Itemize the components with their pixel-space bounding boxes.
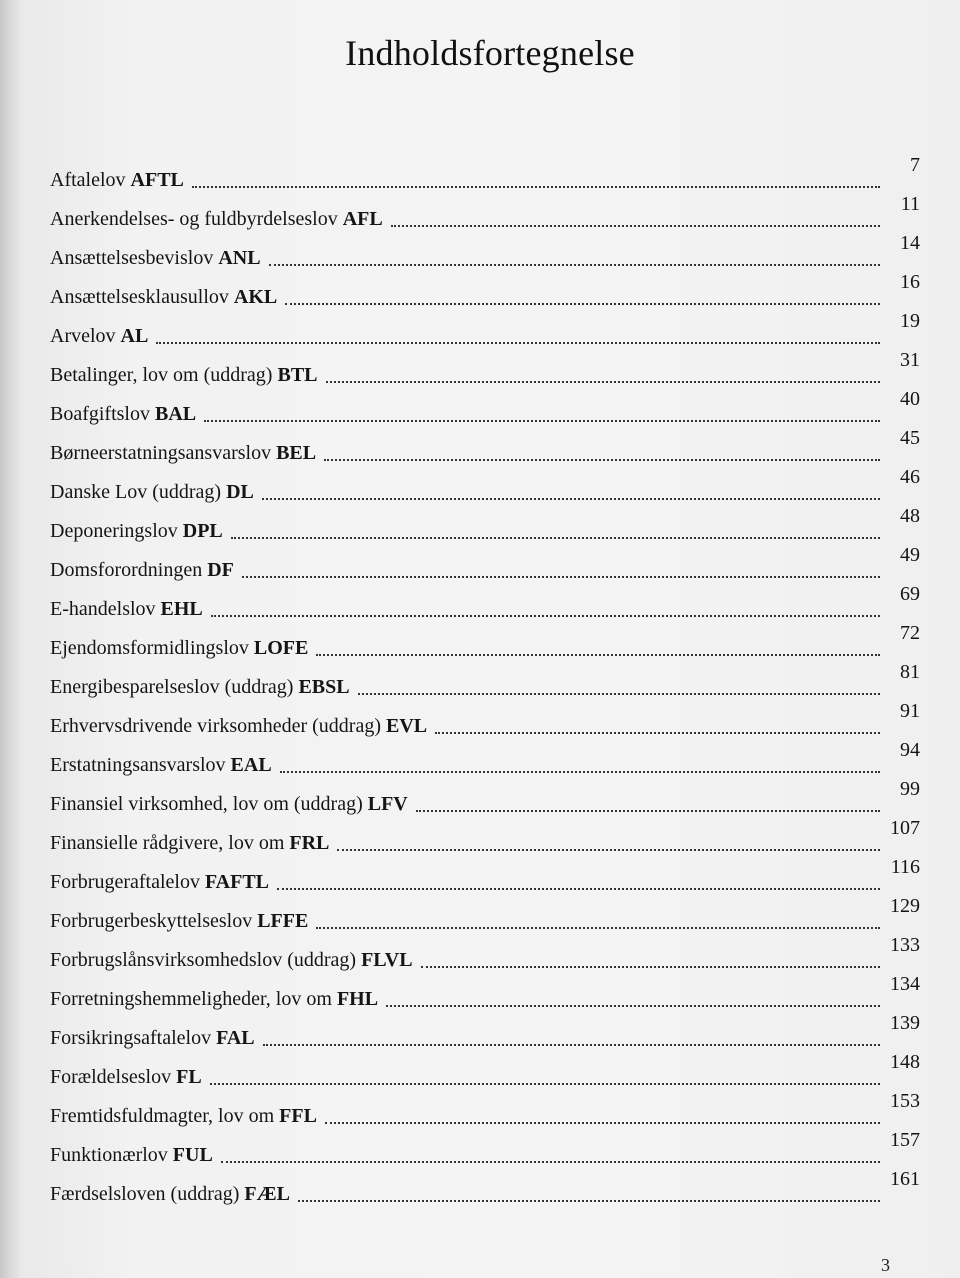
toc-entry-label bbox=[50, 169, 184, 199]
toc-entry bbox=[50, 739, 920, 784]
toc-entry bbox=[50, 349, 920, 394]
toc-entry bbox=[50, 583, 920, 628]
dot-leader bbox=[280, 771, 880, 773]
toc-entry-title: Forbrugeraftalelov bbox=[50, 871, 200, 893]
toc-entry-title: E-handelslov bbox=[50, 598, 156, 620]
toc-entry bbox=[50, 1012, 920, 1057]
toc-entry-abbreviation: FLVL bbox=[361, 949, 413, 971]
toc-entry-label bbox=[50, 988, 378, 1018]
toc-entry-title: Danske Lov (uddrag) bbox=[50, 481, 222, 503]
dot-leader bbox=[262, 498, 880, 500]
toc-entry-title: Børneerstatningsansvarslov bbox=[50, 442, 272, 464]
page-number: 3 bbox=[881, 1255, 890, 1275]
toc-entry-abbreviation: LFFE bbox=[257, 910, 309, 932]
toc-entry-page: 31 bbox=[900, 349, 920, 371]
toc-entry-page: 46 bbox=[900, 466, 920, 488]
toc-entry-page: 133 bbox=[890, 934, 920, 956]
toc-entry-label bbox=[50, 520, 223, 550]
dot-leader bbox=[391, 225, 880, 227]
toc-entry-title: Fremtidsfuldmagter, lov om bbox=[50, 1105, 275, 1127]
toc-entry-abbreviation: EAL bbox=[230, 754, 272, 776]
toc-entry-label bbox=[50, 1183, 290, 1213]
toc-entry-label bbox=[50, 247, 261, 277]
toc-entry-label bbox=[50, 910, 308, 940]
toc-entry-page: 11 bbox=[900, 193, 920, 215]
dot-leader bbox=[269, 264, 880, 266]
toc-entry-abbreviation: BTL bbox=[277, 364, 318, 386]
toc-entry-title: Forretningshemmeligheder, lov om bbox=[50, 988, 332, 1010]
toc-entry-label bbox=[50, 754, 272, 784]
toc-entry-title: Forsikringsaftalelov bbox=[50, 1027, 212, 1049]
toc-entry-title: Erstatningsansvarslov bbox=[50, 754, 226, 776]
toc-entry-title: Betalinger, lov om (uddrag) bbox=[50, 364, 273, 386]
toc-entry-label bbox=[50, 715, 427, 745]
toc-entry bbox=[50, 622, 920, 667]
toc-entry-page: 99 bbox=[900, 778, 920, 800]
dot-leader bbox=[242, 576, 880, 578]
toc-entry bbox=[50, 934, 920, 979]
dot-leader bbox=[435, 732, 880, 734]
toc-entry-page: 40 bbox=[900, 388, 920, 410]
toc-entry-page: 14 bbox=[900, 232, 920, 254]
toc-entry bbox=[50, 193, 920, 238]
toc-entry-abbreviation: LOFE bbox=[253, 637, 309, 659]
toc-entry-abbreviation: EVL bbox=[386, 715, 428, 737]
toc-entry-page: 134 bbox=[890, 973, 920, 995]
dot-leader bbox=[324, 459, 880, 461]
dot-leader bbox=[192, 186, 880, 188]
toc-entry-abbreviation: AL bbox=[120, 325, 149, 347]
toc-entry bbox=[50, 310, 920, 355]
toc-entry-title: Aftalelov bbox=[50, 169, 126, 191]
dot-leader bbox=[156, 342, 880, 344]
toc-entry-page: 16 bbox=[900, 271, 920, 293]
toc-entry-page: 157 bbox=[890, 1129, 920, 1151]
toc-entry-label bbox=[50, 1027, 255, 1057]
toc-entry-label bbox=[50, 286, 277, 316]
toc-entry-page: 129 bbox=[890, 895, 920, 917]
dot-leader bbox=[277, 888, 880, 890]
toc-entry-title: Forbrugerbeskyttelseslov bbox=[50, 910, 253, 932]
toc-entry-label bbox=[50, 208, 383, 238]
toc-entry-label bbox=[50, 637, 308, 667]
toc-entry-title: Ansættelsesklausullov bbox=[50, 286, 229, 308]
toc-entry-label bbox=[50, 949, 413, 979]
toc-entry-title: Boafgiftslov bbox=[50, 403, 150, 425]
toc-entry-abbreviation: ANL bbox=[218, 247, 261, 269]
toc-entry-abbreviation: DL bbox=[226, 481, 254, 503]
toc-entry bbox=[50, 232, 920, 277]
toc-entry-page: 116 bbox=[890, 856, 920, 878]
toc-entry-title: Domsforordningen bbox=[50, 559, 203, 581]
toc-entry-page: 94 bbox=[900, 739, 920, 761]
toc-entry bbox=[50, 1129, 920, 1174]
toc-entry-abbreviation: AKL bbox=[233, 286, 278, 308]
toc-entry-abbreviation: FAFTL bbox=[204, 871, 270, 893]
dot-leader bbox=[263, 1044, 880, 1046]
toc-entry-title: Energibesparelseslov (uddrag) bbox=[50, 676, 294, 698]
toc-entry-page: 7 bbox=[910, 154, 920, 176]
toc-entry-abbreviation: BAL bbox=[155, 403, 197, 425]
toc-entry-title: Finansielle rådgivere, lov om bbox=[50, 832, 285, 854]
page-edge bbox=[0, 0, 20, 1278]
toc-entry-title: Ejendomsformidlingslov bbox=[50, 637, 249, 659]
toc-entry bbox=[50, 817, 920, 862]
toc-entry-title: Færdselsloven (uddrag) bbox=[50, 1183, 240, 1205]
toc-entry bbox=[50, 544, 920, 589]
toc-entry-page: 49 bbox=[900, 544, 920, 566]
toc-entry-abbreviation: AFL bbox=[342, 208, 383, 230]
toc-entry-abbreviation: BEL bbox=[276, 442, 317, 464]
toc-entry-abbreviation: DF bbox=[207, 559, 234, 581]
toc-entry-page: 72 bbox=[900, 622, 920, 644]
toc-entry-page: 91 bbox=[900, 700, 920, 722]
toc-entry-title: Erhvervsdrivende virksomheder (uddrag) bbox=[50, 715, 381, 737]
toc-entry-abbreviation: AFTL bbox=[130, 169, 184, 191]
dot-leader bbox=[231, 537, 880, 539]
toc-entry-abbreviation: LFV bbox=[367, 793, 408, 815]
toc-entry bbox=[50, 505, 920, 550]
toc-entry-abbreviation: FAL bbox=[216, 1027, 255, 1049]
toc-entry-page: 148 bbox=[890, 1051, 920, 1073]
toc-entry-label bbox=[50, 598, 203, 628]
toc-entry-abbreviation: EHL bbox=[160, 598, 203, 620]
dot-leader bbox=[416, 810, 880, 812]
dot-leader bbox=[358, 693, 880, 695]
dot-leader bbox=[211, 615, 880, 617]
toc-entry bbox=[50, 856, 920, 901]
toc-entry-page: 19 bbox=[900, 310, 920, 332]
dot-leader bbox=[326, 381, 880, 383]
toc-entry-label bbox=[50, 403, 196, 433]
toc-entry-abbreviation: FL bbox=[176, 1066, 202, 1088]
toc-entry bbox=[50, 1168, 920, 1213]
toc-entry bbox=[50, 271, 920, 316]
toc-entry-title: Ansættelsesbevislov bbox=[50, 247, 214, 269]
toc-entry bbox=[50, 661, 920, 706]
page-heading: Indholdsfortegnelse bbox=[345, 33, 635, 73]
toc-entry-label bbox=[50, 1066, 202, 1096]
table-of-contents bbox=[50, 154, 920, 1213]
toc-entry-abbreviation: FHL bbox=[336, 988, 379, 1010]
toc-entry-abbreviation: FUL bbox=[172, 1144, 213, 1166]
toc-entry bbox=[50, 1090, 920, 1135]
dot-leader bbox=[337, 849, 880, 851]
toc-entry-title: Forbrugslånsvirksomhedslov (uddrag) bbox=[50, 949, 357, 971]
toc-entry-label bbox=[50, 325, 148, 355]
dot-leader bbox=[204, 420, 880, 422]
toc-entry-page: 161 bbox=[890, 1168, 920, 1190]
toc-entry-page: 45 bbox=[900, 427, 920, 449]
toc-entry-page: 48 bbox=[900, 505, 920, 527]
dot-leader bbox=[221, 1161, 880, 1163]
book-page bbox=[20, 0, 960, 1278]
toc-entry-title: Funktionærlov bbox=[50, 1144, 168, 1166]
toc-entry-abbreviation: FRL bbox=[289, 832, 330, 854]
toc-entry bbox=[50, 466, 920, 511]
toc-entry bbox=[50, 1051, 920, 1096]
toc-entry-label bbox=[50, 676, 350, 706]
dot-leader bbox=[298, 1200, 880, 1202]
toc-entry-page: 107 bbox=[890, 817, 920, 839]
toc-entry-label bbox=[50, 1144, 213, 1174]
toc-entry-title: Deponeringslov bbox=[50, 520, 178, 542]
toc-entry-label bbox=[50, 832, 329, 862]
toc-entry-page: 153 bbox=[890, 1090, 920, 1112]
toc-entry-page: 81 bbox=[900, 661, 920, 683]
toc-entry bbox=[50, 427, 920, 472]
toc-entry-label bbox=[50, 871, 269, 901]
toc-entry-title: Arvelov bbox=[50, 325, 116, 347]
toc-entry bbox=[50, 388, 920, 433]
dot-leader bbox=[386, 1005, 880, 1007]
toc-entry-abbreviation: FFL bbox=[279, 1105, 317, 1127]
toc-entry-label bbox=[50, 559, 234, 589]
toc-entry bbox=[50, 778, 920, 823]
toc-entry-title: Anerkendelses- og fuldbyrdelseslov bbox=[50, 208, 338, 230]
toc-entry-title: Forældelseslov bbox=[50, 1066, 172, 1088]
toc-entry bbox=[50, 700, 920, 745]
toc-entry-abbreviation: DPL bbox=[182, 520, 223, 542]
toc-entry-label bbox=[50, 481, 254, 511]
toc-entry-abbreviation: EBSL bbox=[298, 676, 350, 698]
toc-entry-abbreviation: FÆL bbox=[244, 1183, 290, 1205]
dot-leader bbox=[421, 966, 880, 968]
toc-entry-title: Finansiel virksomhed, lov om (uddrag) bbox=[50, 793, 363, 815]
toc-entry bbox=[50, 973, 920, 1018]
dot-leader bbox=[210, 1083, 880, 1085]
toc-entry-label bbox=[50, 1105, 317, 1135]
toc-entry-page: 139 bbox=[890, 1012, 920, 1034]
dot-leader bbox=[316, 654, 880, 656]
dot-leader bbox=[316, 927, 880, 929]
toc-entry bbox=[50, 895, 920, 940]
toc-entry-label bbox=[50, 793, 408, 823]
toc-entry bbox=[50, 154, 920, 199]
toc-entry-label bbox=[50, 442, 316, 472]
toc-entry-page: 69 bbox=[900, 583, 920, 605]
dot-leader bbox=[285, 303, 880, 305]
toc-entry-label bbox=[50, 364, 318, 394]
dot-leader bbox=[325, 1122, 880, 1124]
